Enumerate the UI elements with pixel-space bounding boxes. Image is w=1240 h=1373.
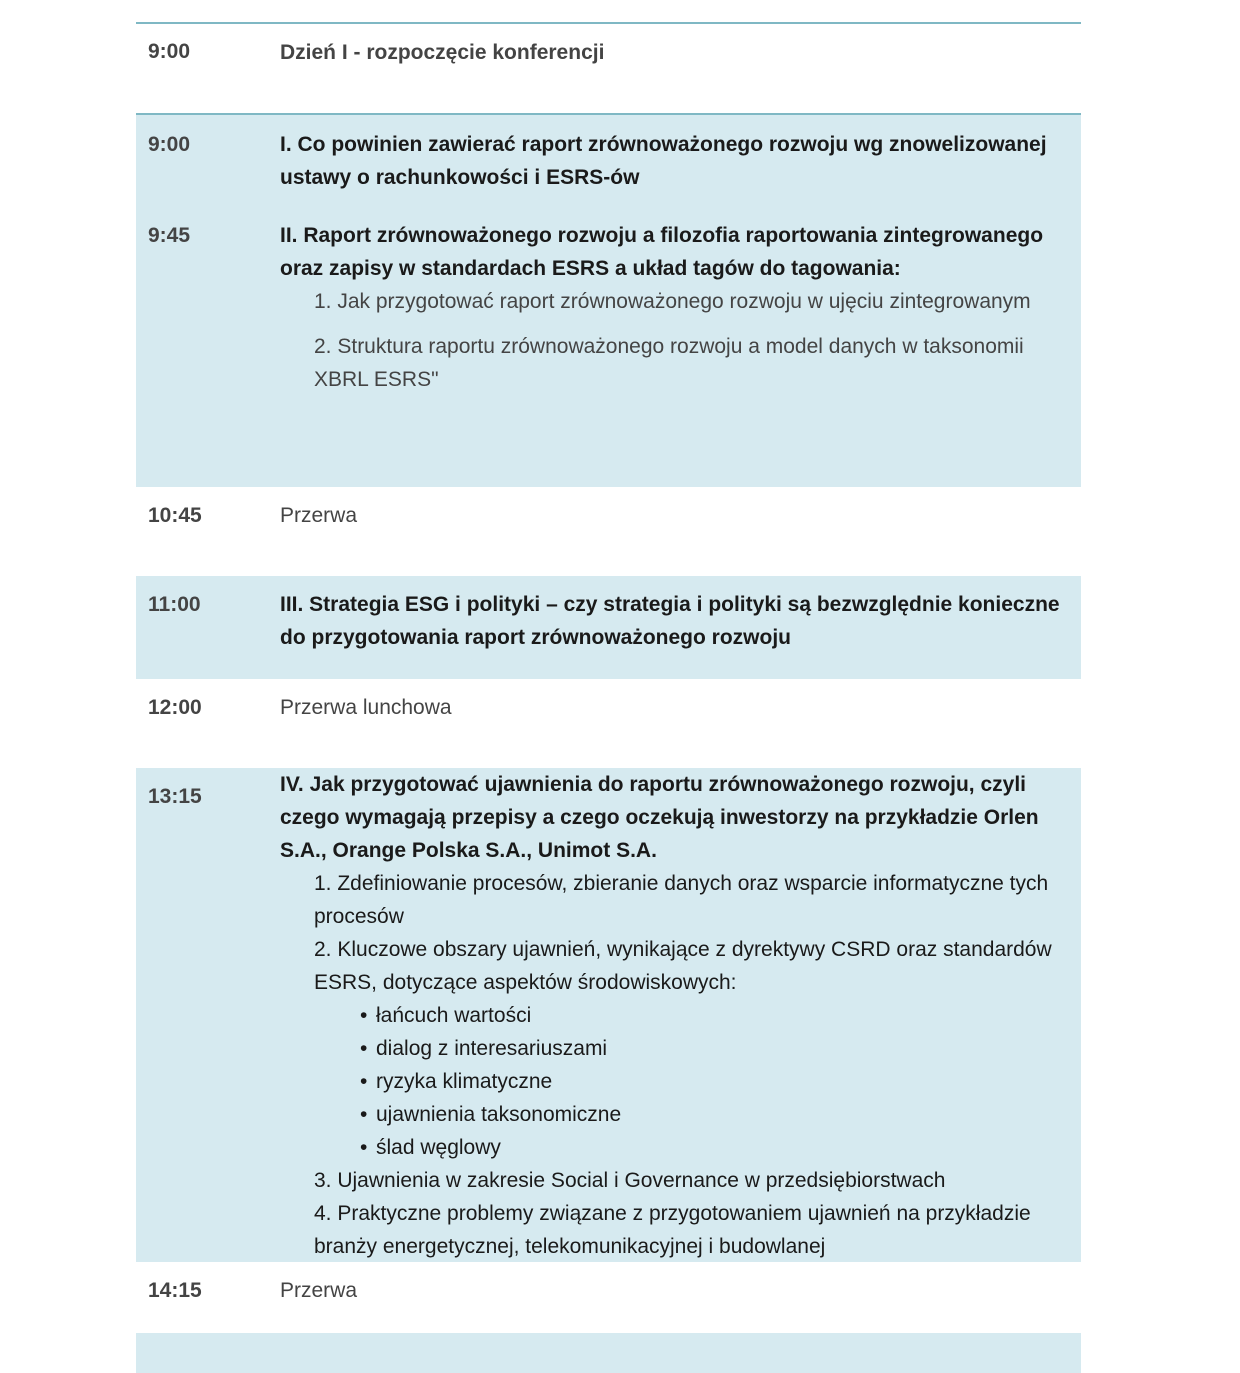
session-subitem: 2. Kluczowe obszary ujawnień, wynikające z dyrektywy CSRD oraz standardów ESRS, dotyczące aspektów środowiskowych:: [314, 938, 1052, 994]
row-time: 9:45: [148, 224, 191, 247]
row-time: 14:15: [148, 1279, 202, 1302]
bullet-item: • dialog z interesariuszami: [360, 1032, 1069, 1065]
row-time: 9:00: [148, 133, 191, 156]
row-time: 13:15: [148, 785, 202, 808]
row-title: Dzień I - rozpoczęcie konferencji: [280, 41, 605, 64]
bullet-item: • ślad węglowy: [360, 1131, 1069, 1164]
agenda-row-break-2: [136, 1262, 1081, 1333]
agenda-row-opening: [136, 22, 1081, 113]
session-subitem: 1. Jak przygotować raport zrównoważonego rozwoju w ujęciu zintegrowanym: [314, 290, 1031, 313]
bullet-item: • ryzyka klimatyczne: [360, 1065, 1069, 1098]
row-title: Przerwa: [280, 1279, 358, 1302]
row-time: 9:00: [148, 40, 191, 63]
row-time: 10:45: [148, 504, 202, 527]
agenda-row-lunch: [136, 679, 1081, 768]
session-subitem: 1. Zdefiniowanie procesów, zbieranie danych oraz wsparcie informatyczne tych procesów: [314, 872, 1049, 928]
session-title: III. Strategia ESG i polityki – czy strategia i polityki są bezwzględnie konieczne do przygotowania raport zrównoważonego rozwoju: [280, 593, 1060, 649]
row-title: Przerwa lunchowa: [280, 696, 452, 719]
row-time: 11:00: [148, 593, 201, 616]
agenda-row-break: [136, 487, 1081, 576]
agenda-row-session-3: [136, 576, 1081, 679]
agenda-block-sessions-1-2: [136, 113, 1081, 487]
bullet-list: [280, 999, 1069, 1164]
session-subitem: 2. Struktura raportu zrównoważonego rozwoju a model danych w taksonomii XBRL ESRS": [314, 335, 1024, 391]
session-title: IV. Jak przygotować ujawnienia do raportu zrównoważonego rozwoju, czyli czego wymagają przepisy a czego oczekują inwestorzy na przykładzie Orlen S.A., Orange Polska S.A., Unimot S.A.: [280, 773, 1039, 862]
row-time: 12:00: [148, 696, 202, 719]
agenda-row-next: [136, 1333, 1081, 1373]
session-title: II. Raport zrównoważonego rozwoju a filozofia raportowania zintegrowanego oraz zapisy w standardach ESRS a układ tagów do tagowania:: [280, 224, 1044, 280]
agenda-row-session-4: [136, 768, 1081, 1262]
row-title: Przerwa: [280, 504, 358, 527]
agenda-table: [136, 22, 1081, 1373]
bullet-item: • ujawnienia taksonomiczne: [360, 1098, 1069, 1131]
session-title: I. Co powinien zawierać raport zrównoważonego rozwoju wg znowelizowanej ustawy o rachunkowości i ESRS-ów: [280, 133, 1047, 189]
bullet-item: • łańcuch wartości: [360, 999, 1069, 1032]
session-subitem: 4. Praktyczne problemy związane z przygotowaniem ujawnień na przykładzie branży energetycznej, telekomunikacyjnej i budowlanej: [314, 1202, 1031, 1258]
session-subitem: 3. Ujawnienia w zakresie Social i Governance w przedsiębiorstwach: [314, 1169, 946, 1192]
